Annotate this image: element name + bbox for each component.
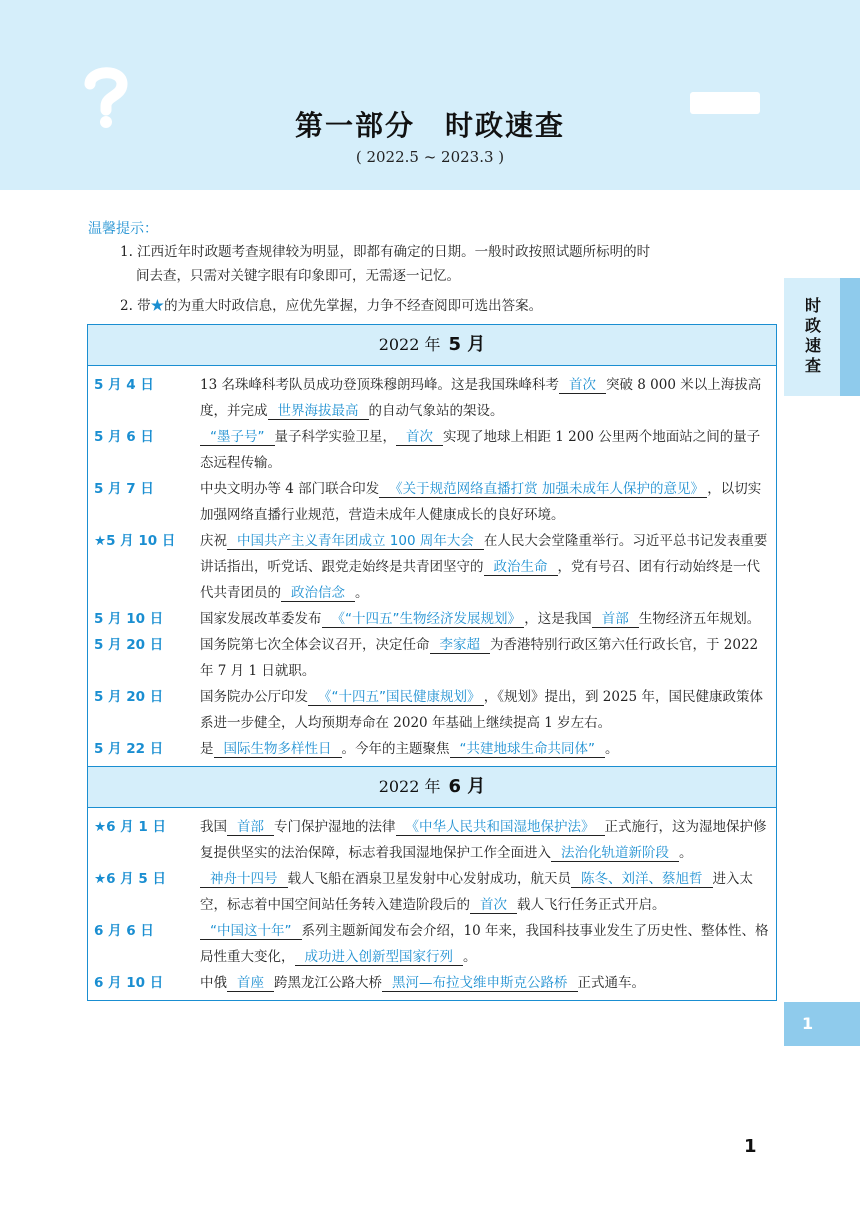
side-tab-label: 时政速查 [784,278,840,396]
entry-text: “中国这十年” 系列主题新闻发布会介绍，10 年来，我国科技事业发生了历史性、整体性、格局性重大变化， 成功进入创新型国家行列 。 [200,923,769,965]
table-row [88,918,776,970]
answer-blank: 《关于规范网络直播打赏 加强未成年人保护的意见》 [379,481,707,498]
answer-blank: “墨子号” [200,429,275,446]
news-table [87,324,777,1001]
answer-blank: 法治化轨道新阶段 [551,845,679,862]
answer-blank: 首部 [227,819,274,836]
answer-blank: “共建地球生命共同体” [450,741,606,758]
answer-blank: 首座 [227,975,274,992]
entry-date: 5 月 6 日 [94,429,154,445]
entry-date: ★6 月 5 日 [94,871,166,887]
month-year: 2022 年 [378,777,441,796]
entry-date: 5 月 22 日 [94,741,164,757]
answer-blank: “中国这十年” [200,923,302,940]
tip-2-text-a: 2. 带 [120,298,151,314]
tip-item-2 [120,294,780,318]
answer-blank: 《“十四五”国民健康规划》 [308,689,484,706]
answer-blank: 政治信念 [281,585,355,602]
table-row [88,606,776,632]
page-number: 1 [744,1136,757,1157]
entry-date: 5 月 4 日 [94,377,154,393]
star-icon: ★ [150,298,165,314]
answer-blank: 首次 [559,377,606,394]
tips-heading: 温馨提示： [88,221,158,237]
tip-1-line-1: 1. 江西近年时政题考查规律较为明显，即都有确定的日期。一般时政按照试题所标明的时 [120,244,651,260]
header-banner [0,0,860,190]
answer-blank: 陈冬、刘洋、蔡旭哲 [571,871,713,888]
tip-2-text-b: 的为重大时政信息，应优先掌握，力争不经查阅即可选出答案。 [164,298,543,314]
answer-blank: 《“十四五”生物经济发展规划》 [322,611,525,628]
answer-blank: 首次 [470,897,517,914]
table-row [88,424,776,476]
entry-text: 国务院办公厅印发 《“十四五”国民健康规划》 ，《规划》提出，到 2025 年，国民健康政策体系进一步健全，人均预期寿命在 2020 年基础上继续提高 1 岁左右。 [200,689,763,731]
table-row [88,970,776,996]
page-title: 第一部分 时政速查 [294,109,565,142]
month-header-may [88,325,776,366]
answer-blank: 成功进入创新型国家行列 [295,949,464,966]
entry-date: ★5 月 10 日 [94,533,176,549]
table-row [88,814,776,866]
entry-text: 神舟十四号 载人飞船在酒泉卫星发射中心发射成功，航天员 陈冬、刘洋、蔡旭哲 进入太空，标志着中国空间站任务转入建造阶段后的 首次 载人飞行任务正式开启。 [200,871,753,913]
entry-text: 庆祝 中国共产主义青年团成立 100 周年大会 在人民大会堂隆重举行。习近平总书记发表重要讲话指出，听党话、跟党走始终是共青团坚守的 政治生命 ，党有号召、团有行动始终是一代代共青团员的 政治信念 。 [200,533,768,601]
table-row [88,476,776,528]
month-label: 5 月 [448,334,486,355]
month-year: 2022 年 [378,335,441,354]
table-row [88,528,776,606]
table-row [88,372,776,424]
entry-date: 6 月 10 日 [94,975,164,991]
tip-item-1 [120,240,780,288]
answer-blank: 神舟十四号 [200,871,288,888]
table-row [88,736,776,762]
entry-date: 5 月 10 日 [94,611,164,627]
tip-1-line-2: 间去查，只需对关键字眼有印象即可，无需逐一记忆。 [136,268,460,284]
entry-text: 是 国际生物多样性日 。今年的主题聚焦 “共建地球生命共同体” 。 [200,741,619,757]
entry-date: 5 月 20 日 [94,637,164,653]
side-page-tab [784,1002,860,1046]
entry-date: ★6 月 1 日 [94,819,166,835]
entry-text: “墨子号” 量子科学实验卫星， 首次 实现了地球上相距 1 200 公里两个地面站之间的量子态远程传输。 [200,429,761,471]
answer-blank: 首次 [396,429,443,446]
answer-blank: 黑河—布拉戈维申斯克公路桥 [382,975,578,992]
entry-text: 我国 首部 专门保护湿地的法律 《中华人民共和国湿地保护法》 正式施行，这为湿地保护修复提供坚实的法治保障，标志着我国湿地保护工作全面进入 法治化轨道新阶段 。 [200,819,767,861]
table-row [88,684,776,736]
answer-blank: 世界海拔最高 [268,403,369,420]
entry-text: 国务院第七次全体会议召开，决定任命 李家超 为香港特别行政区第六任行政长官，于 2022 年 7 月 1 日就职。 [200,637,759,679]
answer-blank: 李家超 [430,637,491,654]
answer-blank: 中国共产主义青年团成立 100 周年大会 [227,533,484,550]
answer-blank: 首部 [592,611,639,628]
entry-text: 中俄 首座 跨黑龙江公路大桥 黑河—布拉戈维申斯克公路桥 正式通车。 [200,975,645,991]
entry-date: 5 月 7 日 [94,481,154,497]
month-label: 6 月 [448,776,486,797]
answer-blank: 国际生物多样性日 [214,741,342,758]
answer-blank: 《中华人民共和国湿地保护法》 [396,819,605,836]
entry-date: 5 月 20 日 [94,689,164,705]
table-row [88,866,776,918]
entry-date: 6 月 6 日 [94,923,154,939]
page-subtitle: ( 2022.5 ~ 2023.3 ) [355,148,505,166]
table-row [88,632,776,684]
entry-text: 13 名珠峰科考队员成功登顶珠穆朗玛峰。这是我国珠峰科考 首次 突破 8 000 米以上海拔高度，并完成 世界海拔最高 的自动气象站的架设。 [200,377,762,419]
answer-blank: 政治生命 [484,559,558,576]
entry-text: 国家发展改革委发布 《“十四五”生物经济发展规划》 ，这是我国 首部 生物经济五年规划。 [200,611,761,627]
month-header-june [88,766,776,808]
entry-text: 中央文明办等 4 部门联合印发 《关于规范网络直播打赏 加强未成年人保护的意见》 ，以切实加强网络直播行业规范，营造未成年人健康成长的良好环境。 [200,481,762,523]
side-page-number: 1 [802,1014,814,1033]
